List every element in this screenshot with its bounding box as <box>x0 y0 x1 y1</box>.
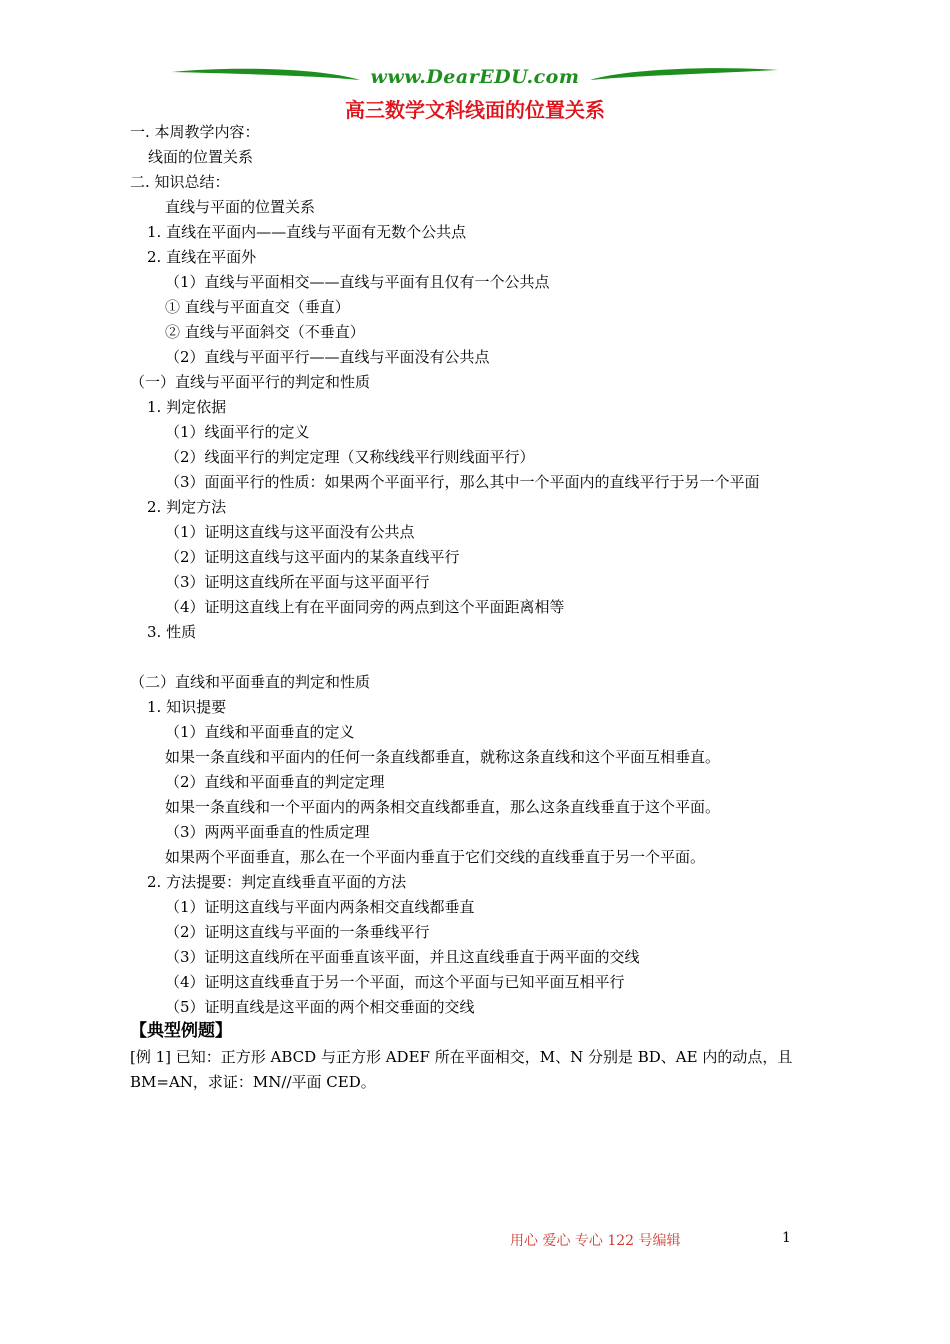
list-item: （1）直线和平面垂直的定义 <box>165 723 355 741</box>
list-item: 1. 直线在平面内——直线与平面有无数个公共点 <box>147 223 467 241</box>
list-item: ① 直线与平面直交（垂直） <box>165 298 350 316</box>
list-item: （3）两两平面垂直的性质定理 <box>165 823 370 841</box>
example-heading: 【典型例题】 <box>130 1021 232 1041</box>
list-item: （2）直线与平面平行——直线与平面没有公共点 <box>165 348 490 366</box>
list-item: ② 直线与平面斜交（不垂直） <box>165 323 365 341</box>
example-text: BM=AN，求证：MN//平面 CED。 <box>130 1073 376 1091</box>
list-item: （2）线面平行的判定定理（又称线线平行则线面平行） <box>165 448 535 466</box>
footer-text: 用心 爱心 专心 122 号编辑 <box>510 1233 681 1249</box>
list-item: 1. 判定依据 <box>147 398 227 416</box>
list-item: 1. 知识提要 <box>147 698 227 716</box>
list-item: （2）证明这直线与这平面内的某条直线平行 <box>165 548 460 566</box>
text-line: 线面的位置关系 <box>148 148 254 166</box>
list-item: （2）证明这直线与平面的一条垂线平行 <box>165 923 430 941</box>
list-item: （2）直线和平面垂直的判定定理 <box>165 773 385 791</box>
example-text: [例 1] 已知：正方形 ABCD 与正方形 ADEF 所在平面相交，M、N 分别是 BD、AE 内的动点，且 <box>130 1048 793 1066</box>
header-logo-banner <box>170 62 780 96</box>
section-heading: 二. 知识总结： <box>130 173 230 191</box>
text-line: 如果一条直线和一个平面内的两条相交直线都垂直，那么这条直线垂直于这个平面。 <box>165 798 721 816</box>
site-url: www.DearEDU.com <box>370 66 580 88</box>
list-item: 2. 方法提要：判定直线垂直平面的方法 <box>147 873 407 891</box>
list-item: 2. 判定方法 <box>147 498 227 516</box>
list-item: （4）证明这直线上有在平面同旁的两点到这个平面距离相等 <box>165 598 565 616</box>
list-item: （1）证明这直线与这平面没有公共点 <box>165 523 415 541</box>
list-item: （1）直线与平面相交——直线与平面有且仅有一个公共点 <box>165 273 550 291</box>
document-title: 高三数学文科线面的位置关系 <box>345 98 605 122</box>
section-heading: 一. 本周教学内容： <box>130 123 260 141</box>
section-heading: （二）直线和平面垂直的判定和性质 <box>130 673 371 691</box>
list-item: 3. 性质 <box>147 623 197 641</box>
list-item: （1）线面平行的定义 <box>165 423 310 441</box>
list-item: （5）证明直线是这平面的两个相交垂面的交线 <box>165 998 475 1016</box>
text-line: 如果一条直线和平面内的任何一条直线都垂直，就称这条直线和这个平面互相垂直。 <box>165 748 721 766</box>
text-line: 直线与平面的位置关系 <box>165 198 316 216</box>
list-item: （3）证明这直线所在平面与这平面平行 <box>165 573 430 591</box>
list-item: （4）证明这直线垂直于另一个平面，而这个平面与已知平面互相平行 <box>165 973 625 991</box>
section-heading: （一）直线与平面平行的判定和性质 <box>130 373 371 391</box>
list-item: （1）证明这直线与平面内两条相交直线都垂直 <box>165 898 475 916</box>
list-item: （3）面面平行的性质：如果两个平面平行，那么其中一个平面内的直线平行于另一个平面 <box>165 473 760 491</box>
page-number: 1 <box>782 1230 791 1246</box>
list-item: 2. 直线在平面外 <box>147 248 257 266</box>
text-line: 如果两个平面垂直，那么在一个平面内垂直于它们交线的直线垂直于另一个平面。 <box>165 848 706 866</box>
list-item: （3）证明这直线所在平面垂直该平面，并且这直线垂直于两平面的交线 <box>165 948 640 966</box>
